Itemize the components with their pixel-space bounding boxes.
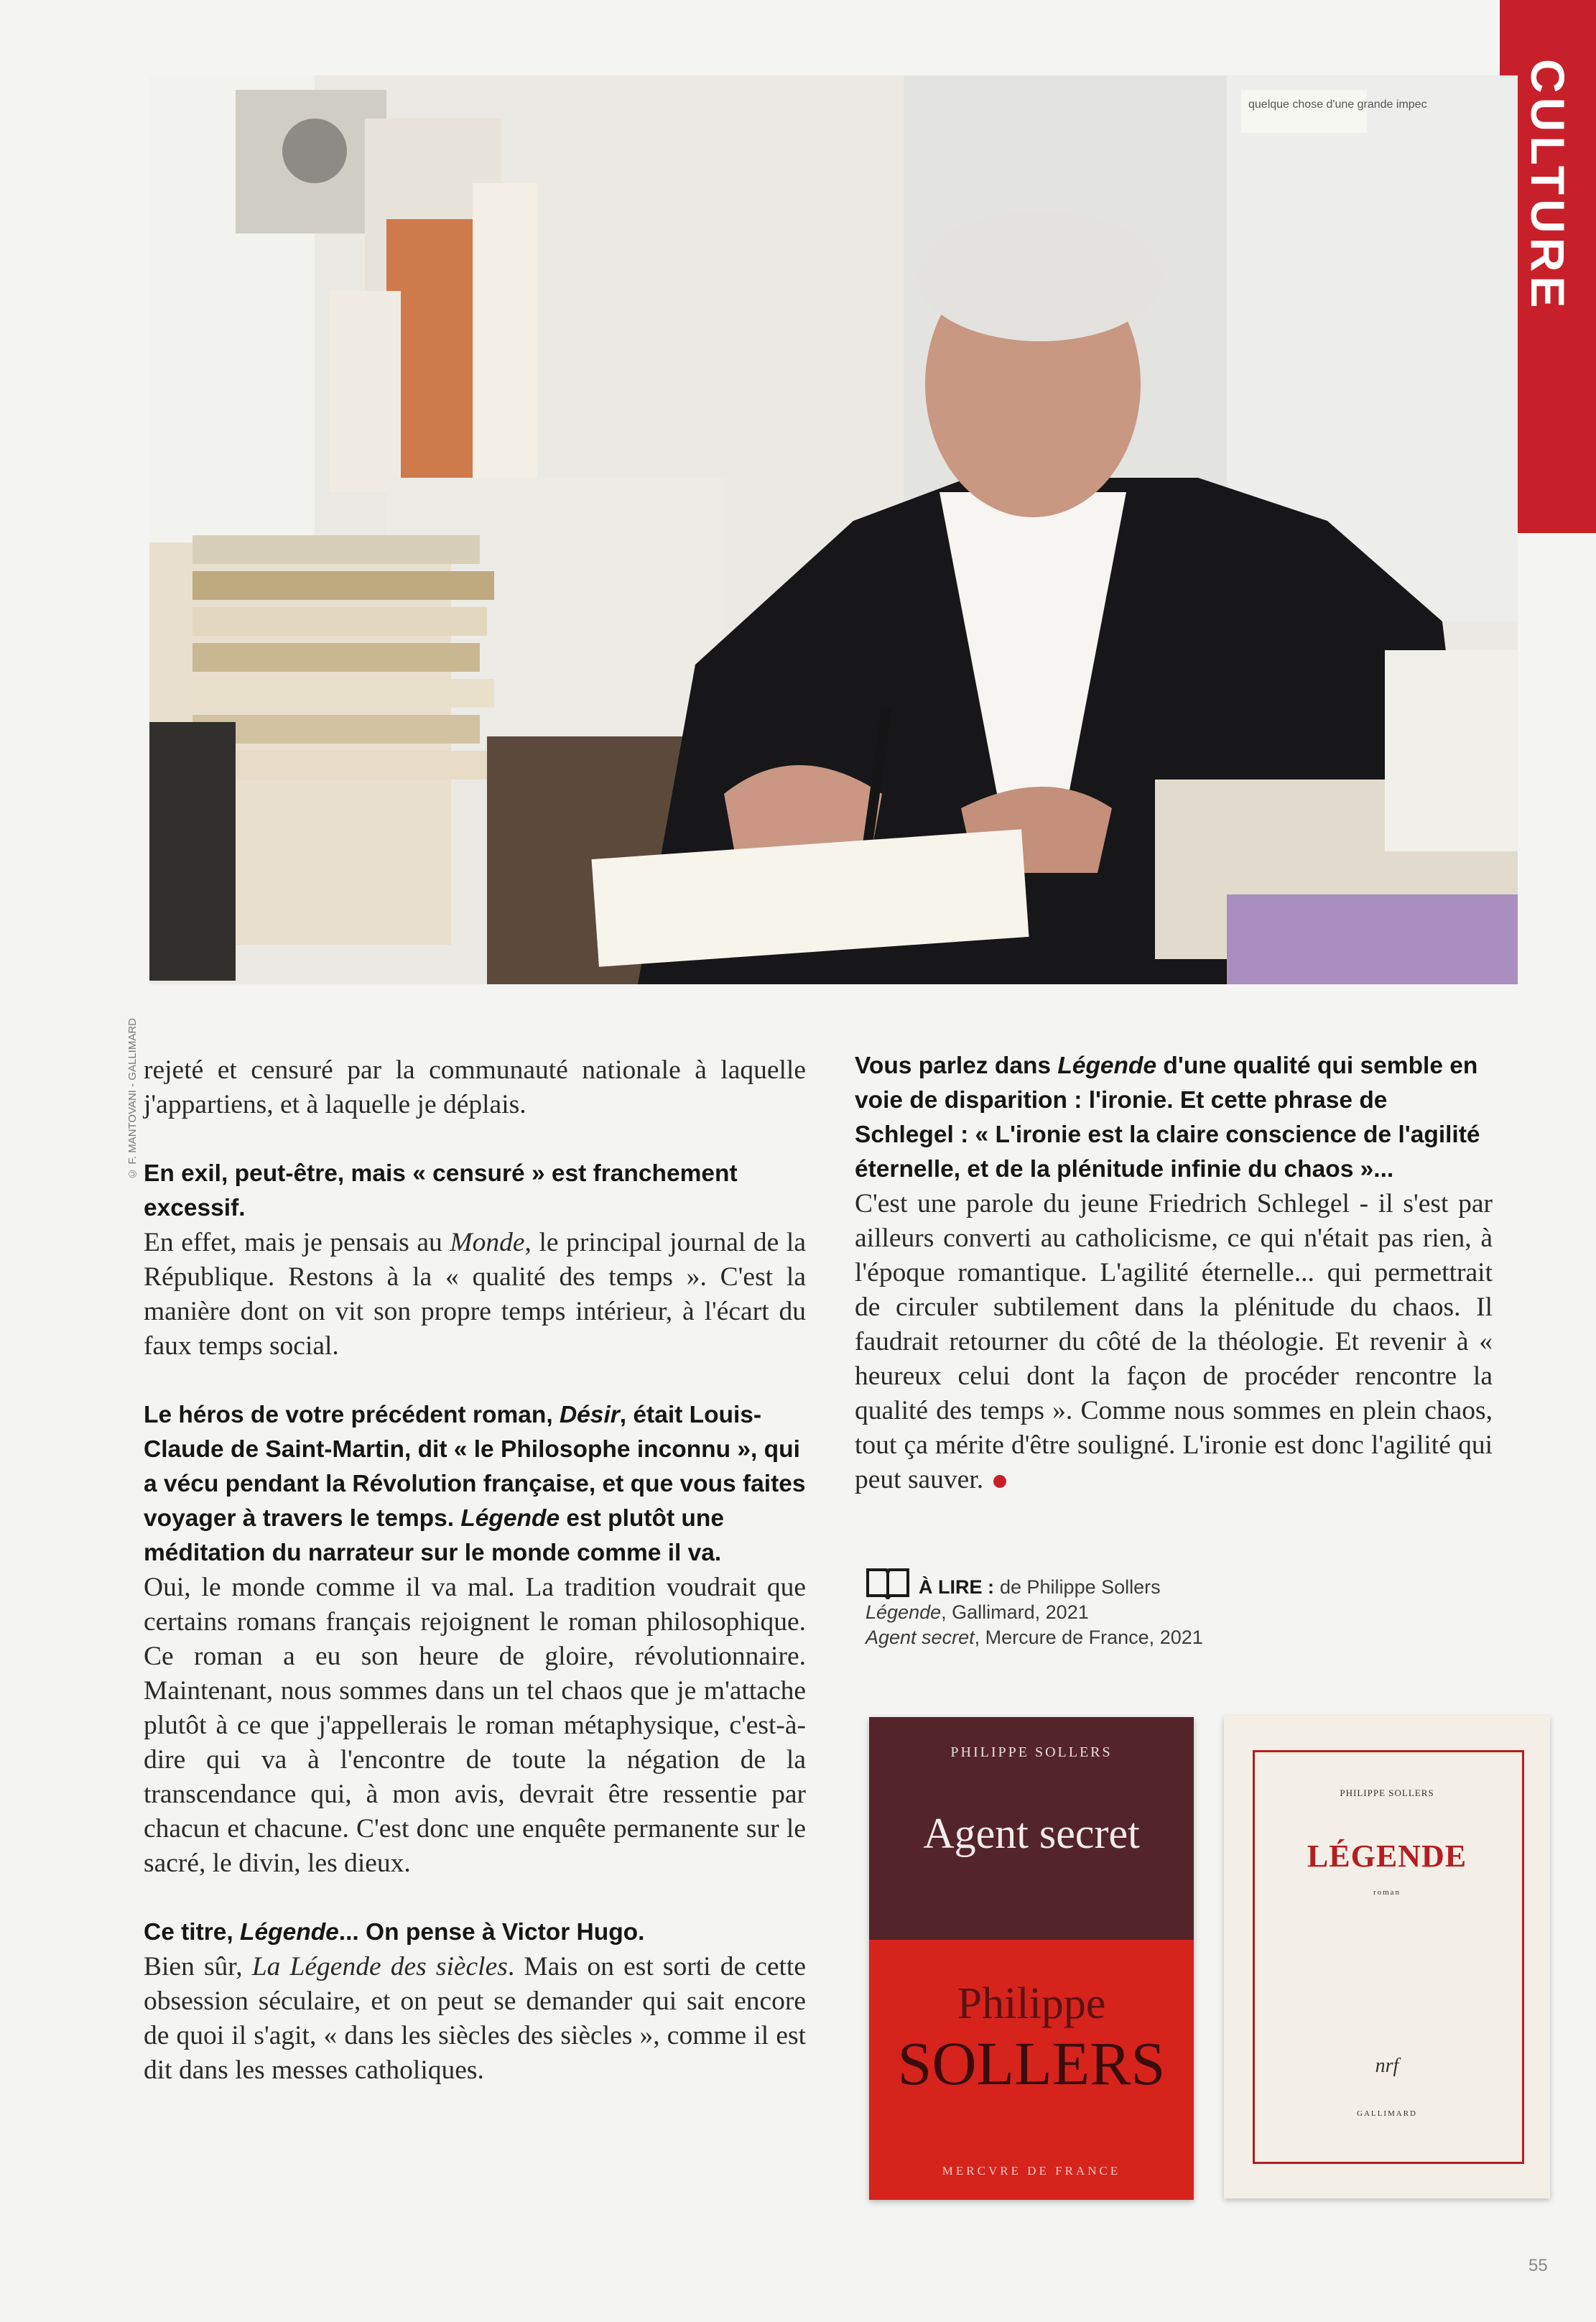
paragraph-intro: rejeté et censuré par la communauté nationale à laquelle j'appartiens, et à laquelle je déplais. [144, 1055, 806, 1119]
a-lire-book-2: Agent secret, Mercure de France, 2021 [866, 1627, 1203, 1648]
cover-agent-secret [869, 1717, 1194, 2200]
right-column [855, 1049, 1493, 1497]
answer-ironie: C'est une parole du jeune Friedrich Schlegel - il s'est par ailleurs converti au catholicisme, ce qui n'était pas rien, à l'époque romantique. L'agilité éternelle... qui permettrait de circuler subtilement dans la plénitude du chaos. Il faudrait retourner du côté de la théologie. Et revenir à « heureux celui dont la façon de procéder rencontre la qualité des temps ». Comme nous sommes en plein chaos, tout ça mérite d'être souligné. L'ironie est donc l'agilité qui peut sauver. [855, 1189, 1493, 1494]
question-desir: Le héros de votre précédent roman, Désir, était Louis-Claude de Saint-Martin, dit « le Philosophe inconnu », qui a vécu pendant la Révolution française, et que vous faites voyager à travers le temps. Légende est plutôt une méditation du narrateur sur le monde comme il va. [144, 1402, 806, 1566]
a-lire-book-1: Légende, Gallimard, 2021 [866, 1601, 1089, 1623]
cover-legende-genre: roman [1373, 1888, 1401, 1897]
question-exile: En exil, peut-être, mais « censuré » est franchement excessif. [144, 1160, 738, 1221]
page-number: 55 [1528, 2256, 1548, 2275]
answer-titre: Bien sûr, La Légende des siècles. Mais on est sorti de cette obsession séculaire, et on peut se demander qui sait encore de quoi il s'agit, « dans les siècles des siècles », comme il est dit dans les messes catholiques. [144, 1952, 806, 2085]
left-column [144, 1053, 806, 2088]
answer-exile: En effet, mais je pensais au Monde, le principal journal de la République. Restons à la « qualité des temps ». C'est la manière dont on vit son propre temps intérieur, à l'écart du faux temps social. [144, 1228, 806, 1361]
author-photo-illustration [149, 75, 1518, 984]
cover-agent-secret-last-name: SOLLERS [897, 2029, 1166, 2098]
question-titre: Ce titre, Légende... On pense à Victor Hugo. [144, 1919, 645, 1946]
cover-legende-title: LÉGENDE [1307, 1838, 1467, 1874]
open-book-icon [866, 1566, 910, 1599]
answer-desir: Oui, le monde comme il va mal. La tradition voudrait que certains romans français rejoignent le roman philosophique. Ce roman a eu son heure de gloire, révolutionnaire. Maintenant, nous sommes dans un tel chaos que je m'attache plutôt à ce que j'appellerais le roman métaphysique, c'est-à-dire qui va à l'encontre de toute la négation de la transcendance qui, à mon avis, devrait être ressentie par chacun et chacune. C'est donc une enquête permanente sur le sacré, le divin, les dieux. [144, 1573, 806, 1878]
cover-legende [1224, 1716, 1550, 2198]
cover-agent-secret-title: Agent secret [923, 1810, 1140, 1857]
question-ironie: Vous parlez dans Légende d'une qualité qui semble en voie de disparition : l'ironie. Et cette phrase de Schlegel : « L'ironie est la claire conscience de l'agilité éternelle, et de la plénitude infinie du chaos »... [855, 1053, 1480, 1183]
photo-credit-wrap [121, 1000, 144, 1180]
section-tab-label: CULTURE [1521, 59, 1574, 313]
cover-agent-secret-first-name: Philippe [957, 1979, 1106, 2028]
cover-agent-secret-publisher: MERCVRE DE FRANCE [942, 2164, 1121, 2178]
cover-legende-author: PHILIPPE SOLLERS [1340, 1787, 1434, 1798]
author-photo [149, 75, 1518, 984]
cover-agent-secret-author: PHILIPPE SOLLERS [950, 1744, 1113, 1760]
cover-legende-publisher: GALLIMARD [1357, 2109, 1417, 2118]
end-mark-icon [993, 1475, 1006, 1488]
photo-credit: © F. MANTOVANI - GALLIMARD [126, 1018, 139, 1180]
a-lire-author: de Philippe Sollers [1000, 1576, 1161, 1598]
a-lire-label: À LIRE : [919, 1576, 994, 1598]
nrf-logo: nrf [1375, 2055, 1399, 2077]
a-lire-box [866, 1566, 1268, 1650]
poster-text: quelque chose d'une grande impec [1248, 98, 1427, 111]
